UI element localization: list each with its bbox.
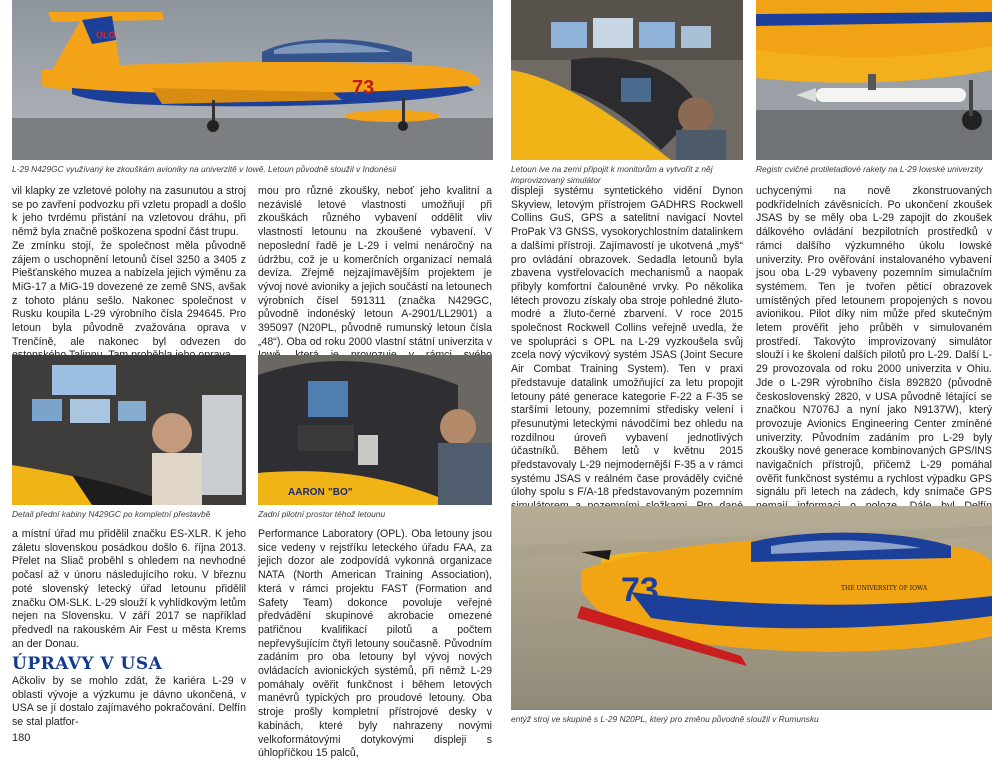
section-heading: ÚPRAVY V USA [12, 654, 163, 674]
tail-badge-label: OLO [96, 30, 116, 40]
text-column-1-after-heading [12, 675, 246, 729]
caption-photo-1: L-29 N429GC využívaný ke zkouškám avioniky na univerzitě v Iowě. Letoun původně sloužil v Indonésii [12, 164, 397, 174]
photo-front-cockpit [12, 355, 246, 505]
paragraph: Ze zmínku stojí, že společnost měla původně zájem o uschopnění letounů čísel 3250 a 3405 z Piešťanského muzea a nabízela jejich výměnu za MiG-17 a MiG-19 dovezené ze země SNS, avšak z tohoto plánu sešlo. Nakonec společnost v Rusku koupila L-29 výrobního čísla 294645. Pro letoun byla původně zvažována oprava v Trenčíně, ale nakonec byl odvezen do [12, 239, 246, 348]
panel-text-2: "BO" [328, 487, 353, 498]
paragraph: vil klapky ze vzletové polohy na zasunutou a stroj se po zavření podvozku při vzletu propadl a došlo k jeho tvrdému přistání na vzletovou dráhu, při němž byla značně poškozena spodní část trupu. [12, 185, 246, 239]
paragraph: displeji systému syntetického vidění Dynon Skyview, letovým přístrojem GADHRS Rockwell Collins GuS, GPS a satelitní navigací Novtel ProPak V3 GNSS, vysokorychlostním datalinkem a dalšími přístroji. Zajímavostí je ukotvená „myš“ pro ovládání obrazovek. Sedadla letounů byla zbavena vystřelovacích mechanismů a naopak přibyly komfortní čalouněné vrvky. Po několika létech provozu získaly oba stroje pohledné žluto-modré a žluto-černé zbarvení. V roce 2015 společnost Rockwell Collins veřejně uvedla, že ve spolupráci s OPL na L-29 vyzkoušela svůj zcela nový výcvikový systém JSAS (Joint Secure Air Combat Training System). Ten v praxi představuje datalink umožňující za letu propojit letouny páté generace kategorie F-22 a F-35 se staršími letouny, pozemními středisky velení i přesunutými leteckými návodčími bez ohledu na rozdílnou úroveň vybavení jednotlivých účastníků. Během letů v květnu 2015 představovaly L-29 nejmodernější F-35 a v rámci systému JSAS v reálném čase prováděly cvičné úlohy spolu s F/A-18 představovaným pozemním [511, 185, 743, 499]
text-column-1-top [12, 185, 246, 348]
paragraph: Performance Laboratory (OPL). Oba letouny jsou sice vedeny v rejstříku leteckého úřadu FAA, za jejich dozor ale zodpovídá vykonná organizace NATA (North American Training Association), která v rámci projektu FAST (Formation and Safety Team) dokonce povoluje veřejné předvádění skupinové akrobacie omezené patřičnou kvalifikací pilotů a počtem nepřevyšujícím čtyři letouny současně. Původním zadáním pro oba letouny byl vývoj nových ovládacích avionických systémů, při němž L-29 pomáhaly ověřit funkčnost i během letových manévrů typických pro proudové letouny. Oba stroje prošly kompletní přístrojové desky v kabinách, které byly nahrazeny novými velkoformátovými dotykovými displeji s úhlopříčkou 15 palců, [258, 528, 492, 760]
paragraph: uchycenými na nově zkonstruovaných podkřídelních závěsnicích. Po ukončení zkoušek JSAS by se měly oba L-29 zapojit do zkoušek dálkového ovládání bezpilotních prostředků v rámci dalšího výzkumného úkolu Iowské univerzity. Pro ověřování instalovaného vybavení jsou oba L-29 vybaveny pozemním simulačním systémem. Ten je tvořen pěticí obrazovek umístěných před letounem propojených s novou avionikou. Pilot díky nim může před skutečným letem prověřit jeho průběh v simulovaném prostředí. Takovýto improvizovaný simulátor slouží i ke školení dalších pilotů pro L-29. Další L-29 provozovala od roku 2000 univerzita v Ohiu. Jde o L-29R výrobního čísla 892820 (původně československý 2820, v USA původně létající se značkou N7076J a nyní jako N9137W), který provozuje Avionics Engineering Center zmíněné univerzity. Původním zadáním pro L-29 byly zkoušky nové generace kombinovaných GPS/INS navigačních přístrojů, přičemž L-29 pomáhal ověřit funkčnost systému a rychlost výpadku GPS signálu při letech na zádech, kdy snímače GPS [756, 185, 992, 499]
photo-missile-wing [756, 0, 992, 160]
caption-photo-4: Detail přední kabiny N429GC po kompletní přestavbě [12, 509, 211, 519]
photo-formation-flight [511, 506, 992, 710]
paragraph: mou pro různé zkoušky, neboť jeho kvalitní a nezávislé letové vlastnosti umožňují při zkouškách různého vybavení oddělit vliv vlastností letounu na zkoušené vybavení. V neposlední řadě je L-29 i velmi nenáročný na údržbu, což je u komerčních organizací nemalá devíza. Zřejmě nejzajímavějším projektem je vývoj nové avioniky a jejich součástí na letounech výrobních čísel 591311 (značka N429GC, původně indonéský letoun A-2901/LL2901) a 395097 (N20PL, původně rumunský letoun čísla „48“). Oba od roku 2000 vlastní státní univerzita v [258, 185, 492, 348]
paragraph: a místní úřad mu přidělil značku ES-XLR. K jeho záletu slovenskou posádkou došlo 6. října 2013. Přelet na Sliač proběhl s ohledem na nevhodné počasí až v únoru následujícího roku. V březnu poté slovenský letecký úřad letounu přidělil značku OM-SLK. L-29 slouží k vyhlídkovým letům nejen na Slovensku. V září 2017 se například předvedl na rakouském Air Fest u města Krems an der Donau. [12, 528, 246, 650]
text-column-4 [756, 185, 992, 500]
photo-l29-ground [12, 0, 493, 160]
text-column-3 [511, 185, 743, 500]
caption-photo-6: entýž stroj ve skupině s L-29 N20PL, který pro změnu původně sloužil v Rumunsku [511, 714, 819, 724]
caption-photo-3: Registr cvičné protiletadlové rakety na L-29 Iowské univerzity [756, 164, 983, 174]
text-column-1-bottom [12, 528, 246, 650]
photo-rear-cockpit [258, 355, 492, 505]
big-number-label: 73 [621, 571, 659, 609]
nose-number-label: 73 [352, 77, 375, 99]
text-column-2-bottom [258, 528, 492, 760]
caption-photo-5: Zadní pilotní prostor téhož letounu [258, 509, 386, 519]
text-column-2-top [258, 185, 492, 348]
caption-photo-2: Letoun ive na zemi připojit k monitorům a vytvořit z něj improvizovaný simulátor [511, 164, 713, 185]
page-number: 180 [12, 732, 31, 744]
panel-text-1: AARON [288, 487, 325, 498]
university-label: THE UNIVERSITY OF IOWA [841, 585, 928, 592]
photo-cockpit-simulator [511, 0, 743, 160]
paragraph: Ačkoliv by se mohlo zdát, že kariéra L-29 v oblasti vývoje a výzkumu je dávno ukončená, v USA se jí dostalo zajímavého pokračování. Delfín se stal platfor- [12, 675, 246, 729]
